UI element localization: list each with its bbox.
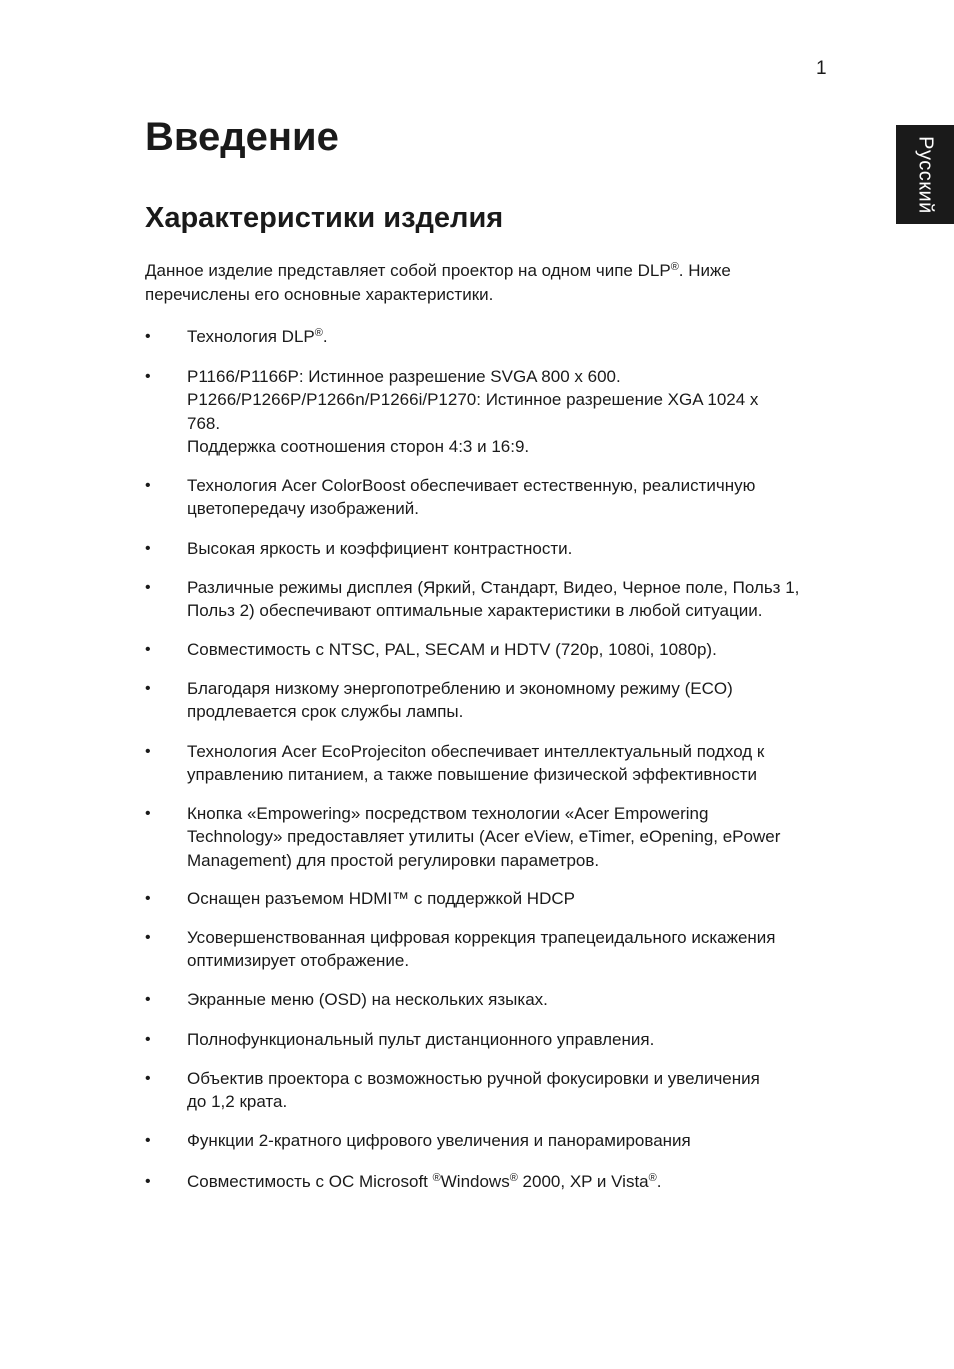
registered-mark: ® xyxy=(432,1172,441,1184)
bullet-icon: • xyxy=(145,680,151,697)
language-tab-label: Русский xyxy=(914,135,937,214)
intro-text-before-mark: Данное изделие представляет собой проектор на одном чипе DLP xyxy=(145,261,671,280)
bullet-icon: • xyxy=(145,805,151,822)
feature-line: Поддержка соотношения сторон 4:3 и 16:9. xyxy=(187,437,530,457)
bullet-icon: • xyxy=(145,579,151,596)
bullet-icon: • xyxy=(145,540,151,557)
feature-text xyxy=(187,1170,832,1193)
registered-mark: ® xyxy=(509,1172,518,1184)
bullet-icon: • xyxy=(145,368,151,385)
feature-line: оптимизирует отображение. xyxy=(187,951,410,971)
feature-line: P1166/P1166P: Истинное разрешение SVGA 800 x 600. xyxy=(187,367,621,386)
feature-text xyxy=(187,1067,832,1114)
section-title: Характеристики изделия xyxy=(145,202,504,234)
feature-text xyxy=(187,802,832,872)
feature-line: Польз 2) обеспечивают оптимальные характеристики в любой ситуации. xyxy=(187,601,763,621)
feature-text xyxy=(187,1028,832,1051)
feature-text-part: 2000, XP и Vista xyxy=(517,1172,649,1191)
feature-line: Благодаря низкому энергопотреблению и экономному режиму (ECO) xyxy=(187,679,733,698)
feature-line: Различные режимы дисплея (Яркий, Стандарт, Видео, Черное поле, Польз 1, xyxy=(187,578,800,597)
feature-text xyxy=(187,638,832,661)
bullet-icon: • xyxy=(145,1031,151,1048)
feature-line: Полнофункциональный пульт дистанционного управления. xyxy=(187,1030,655,1049)
feature-line: Технология Acer ColorBoost обеспечивает естественную, реалистичную xyxy=(187,476,756,495)
intro-paragraph xyxy=(145,259,830,307)
feature-line: Экранные меню (OSD) на нескольких языках. xyxy=(187,990,548,1009)
bullet-icon: • xyxy=(145,890,151,907)
bullet-icon: • xyxy=(145,1173,151,1190)
page-number: 1 xyxy=(816,58,827,79)
feature-line xyxy=(187,1170,832,1193)
bullet-icon: • xyxy=(145,743,151,760)
feature-text xyxy=(187,365,832,459)
feature-line: P1266/P1266P/P1266n/P1266i/P1270: Истинное разрешение XGA 1024 x xyxy=(187,390,759,410)
registered-mark: ® xyxy=(670,261,679,273)
feature-suffix: . xyxy=(322,327,328,346)
feature-line: Высокая яркость и коэффициент контрастности. xyxy=(187,539,573,558)
registered-mark: ® xyxy=(314,327,323,339)
feature-line: Технология Acer EcoProjeciton обеспечивает интеллектуальный подход к xyxy=(187,742,765,761)
registered-mark: ® xyxy=(648,1172,657,1184)
feature-text xyxy=(187,474,832,521)
bullet-icon: • xyxy=(145,477,151,494)
feature-line: Management) для простой регулировки параметров. xyxy=(187,850,600,870)
feature-line: управлению питанием, а также повышение физической эффективности xyxy=(187,765,758,785)
feature-line: Усовершенствованная цифровая коррекция трапецеидального искажения xyxy=(187,928,776,947)
feature-text-part: Windows xyxy=(440,1172,510,1191)
bullet-icon: • xyxy=(145,1070,151,1087)
feature-line-text: Технология DLP xyxy=(187,327,315,346)
feature-line: Функции 2-кратного цифрового увеличения и панорамирования xyxy=(187,1131,691,1150)
feature-text xyxy=(187,576,832,623)
bullet-icon: • xyxy=(145,641,151,658)
bullet-icon: • xyxy=(145,1132,151,1149)
feature-line: Объектив проектора с возможностью ручной фокусировки и увеличения xyxy=(187,1069,760,1088)
feature-text-part: Совместимость с ОС Microsoft xyxy=(187,1172,433,1191)
feature-text xyxy=(187,926,832,973)
bullet-icon: • xyxy=(145,929,151,946)
intro-text-after-mark: . Ниже xyxy=(678,261,731,280)
feature-line: цветопередачу изображений. xyxy=(187,499,419,519)
feature-line: Кнопка «Empowering» посредством технологии «Acer Empowering xyxy=(187,804,709,823)
feature-text xyxy=(187,988,832,1011)
feature-text xyxy=(187,325,832,348)
bullet-icon: • xyxy=(145,328,151,345)
feature-line: до 1,2 крата. xyxy=(187,1092,288,1112)
feature-line: Оснащен разъемом HDMI™ с поддержкой HDCP xyxy=(187,889,575,908)
feature-line: Совместимость с NTSC, PAL, SECAM и HDTV (720p, 1080i, 1080p). xyxy=(187,640,717,659)
feature-line: 768. xyxy=(187,413,221,433)
feature-text-part: . xyxy=(656,1172,662,1191)
feature-text xyxy=(187,1129,832,1152)
feature-text xyxy=(187,887,832,910)
feature-line: Technology» предоставляет утилиты (Acer eView, eTimer, eOpening, ePower xyxy=(187,827,781,847)
chapter-title: Введение xyxy=(145,115,339,159)
feature-text xyxy=(187,677,832,724)
feature-line: продлевается срок службы лампы. xyxy=(187,702,464,722)
bullet-icon: • xyxy=(145,991,151,1008)
language-tab xyxy=(896,125,954,224)
feature-text xyxy=(187,740,832,787)
feature-line xyxy=(187,325,832,348)
intro-line-1 xyxy=(145,259,830,283)
intro-line-2: перечислены его основные характеристики. xyxy=(145,285,494,304)
feature-text xyxy=(187,537,832,560)
